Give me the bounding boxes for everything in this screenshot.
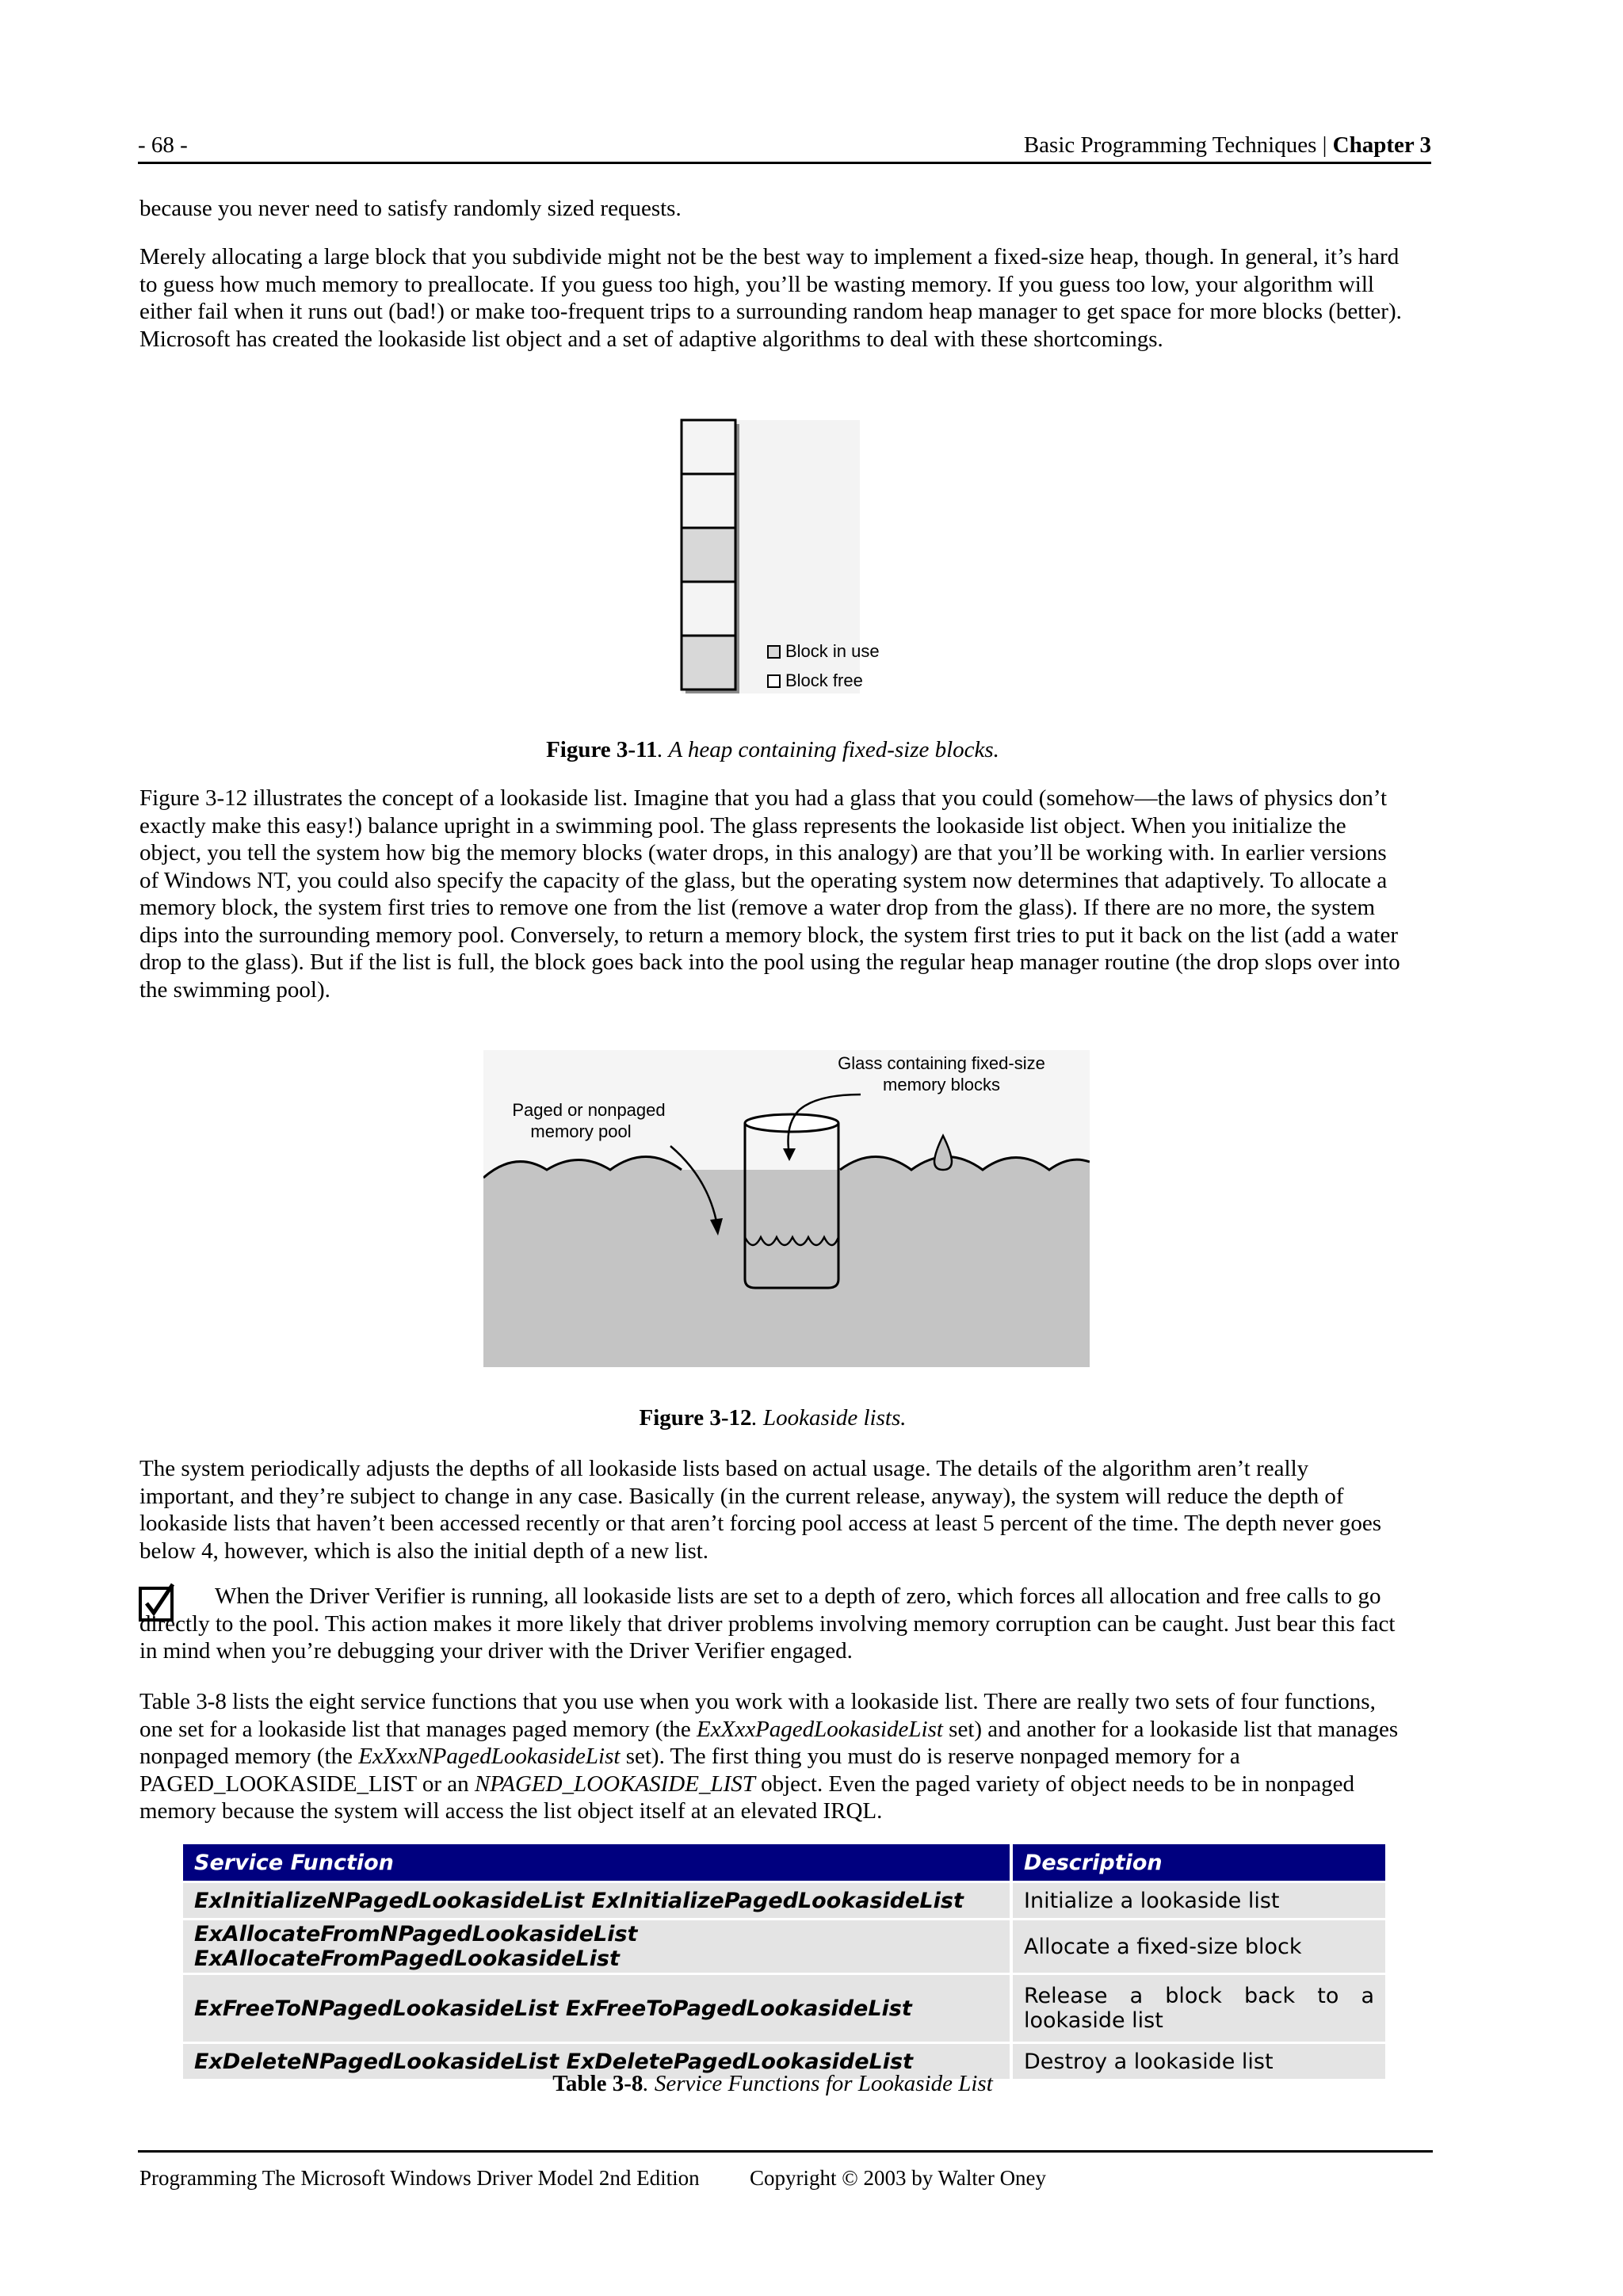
table-row	[183, 1974, 1385, 2043]
table-3-8-text: . Service Functions for Lookaside List	[643, 2071, 993, 2096]
paragraph-4: The system periodically adjusts the depths of all lookaside lists based on actual usage. The details of the algorithm aren’t really important, and they’re subject to change in any case. Basically (in the current release, anyway), the system will reduce the depth of lookaside lists that haven’t been accessed recently or that aren’t forcing pool access at least 5 percent of the time. The depth never goes below 4, however, which is also the initial depth of a new list.	[139, 1456, 1382, 1564]
paragraph-1: because you never need to satisfy randomly sized requests.	[139, 196, 682, 221]
paragraph-3: Figure 3-12 illustrates the concept of a lookaside list. Imagine that you had a glass that you could (somehow—the laws of physics don’t exactly make this easy!) balance upright in a swimming pool. The glass represents the lookaside list object. When you initialize the object, you tell the system how big the memory blocks (water drops, in this analogy) are that you’ll be working with. In earlier versions of Windows NT, you could also specify the capacity of the glass, but the operating system now determines that adaptively. To allocate a memory block, the system first tries to remove one from the list (remove a water drop from the glass). If there are no more, the system dips into the surrounding memory pool. Conversely, to return a memory block, the system first tries to put it back on the list (add a water drop to the glass). But if the list is full, the block goes back into the pool using the regular heap manager routine (the drop slops over into the swimming pool).	[139, 785, 1400, 1003]
legend-in-use-label: Block in use	[785, 641, 880, 661]
glass-label-line2: memory blocks	[883, 1075, 1000, 1095]
header-service-function: Service Function	[183, 1844, 1011, 1882]
function-cell: ExAllocateFromNPagedLookasideList ExAllocateFromPagedLookasideList	[183, 1920, 1011, 1974]
description-cell: Destroy a lookaside list	[1011, 2043, 1385, 2080]
p5-nonpaged-set: ExXxxNPagedLookasideList	[358, 1744, 621, 1769]
paragraph-2: Merely allocating a large block that you subdivide might not be the best way to implement a fixed-size heap, though. In general, it’s hard to guess how much memory to preallocate. If you guess too high, you’ll be wasting memory. If you guess too low, your algorithm will either fail when it runs out (bad!) or make too-frequent trips to a surrounding random heap manager to get space for more blocks (better). Microsoft has created the lookaside list object and a set of adaptive algorithms to deal with these shortcomings.	[139, 244, 1402, 352]
figure-3-12-text: . Lookaside lists.	[751, 1405, 907, 1431]
footer-rule	[138, 2150, 1433, 2153]
table-3-8-label: Table 3-8	[552, 2071, 643, 2096]
chapter-title: Chapter 3	[1332, 132, 1431, 158]
figure-3-12-caption	[0, 1405, 1545, 1431]
p5-text-e: set). The first thing you must do is reserve nonpaged memory for a PAGED_LOOKASIDE_LIST or an	[139, 1744, 1240, 1797]
running-title	[1024, 132, 1431, 159]
description-cell: Initialize a lookaside list	[1011, 1882, 1385, 1920]
page-header	[138, 130, 1431, 164]
figure-3-11-text: . A heap containing fixed-size blocks.	[657, 737, 999, 762]
table-row	[183, 1882, 1385, 1920]
figure-3-12-label: Figure 3-12	[639, 1405, 752, 1431]
legend-free-label: Block free	[785, 670, 863, 690]
p5-npaged-struct: NPAGED_LOOKASIDE_LIST	[474, 1771, 755, 1797]
description-cell: Allocate a fixed-size block	[1011, 1920, 1385, 1974]
pool-label-line2: memory pool	[530, 1121, 632, 1141]
heap-block-free	[682, 582, 735, 636]
p5-text-a: Table 3-8 lists the eight service functions that you use when you work with a lookaside list. There are really two sets of four functions, one set for a lookaside list that manages paged memory (the	[139, 1689, 1376, 1742]
p5-text-g: object. Even the paged variety of object needs to be in nonpaged memory because the system will access the list object itself at an elevated IRQL.	[139, 1771, 1355, 1824]
pool-label-line1: Paged or nonpaged	[512, 1100, 666, 1120]
figure-lookaside-glass	[483, 1050, 1090, 1367]
p5-paged-set: ExXxxPagedLookasideList	[697, 1716, 943, 1742]
function-cell: ExInitializeNPagedLookasideList ExInitializePagedLookasideList	[183, 1882, 1011, 1920]
heap-block-free	[682, 420, 735, 474]
page-number: - 68 -	[138, 132, 188, 158]
footer-book-title: Programming The Microsoft Windows Driver Model 2nd Edition	[139, 2166, 700, 2190]
heap-block-in-use	[682, 636, 735, 690]
table-row	[183, 1920, 1385, 1974]
description-cell: Release a block back to a lookaside list	[1011, 1974, 1385, 2043]
figure-3-11-caption	[0, 737, 1545, 763]
pool-water-left	[483, 1157, 682, 1368]
pool-water-right	[840, 1157, 1090, 1368]
glass-water	[745, 1237, 838, 1288]
verifier-note: When the Driver Verifier is running, all lookaside lists are set to a depth of zero, which forces all allocation and free calls to go directly to the pool. This action makes it more likely that driver problems involving memory corruption can be caught. Just bear this fact in mind when you’re debugging your driver with the Driver Verifier engaged.	[139, 1584, 1396, 1664]
glass-label-line1: Glass containing fixed-size	[838, 1053, 1045, 1073]
figure-3-11-label: Figure 3-11	[546, 737, 658, 762]
heap-block-stack	[682, 420, 739, 693]
heap-block-free	[682, 474, 735, 528]
footer-copyright: Copyright © 2003 by Walter Oney	[750, 2166, 1047, 2190]
figure-heap-blocks	[674, 416, 896, 701]
service-functions-table	[183, 1844, 1385, 2079]
function-cell: ExFreeToNPagedLookasideList ExFreeToPagedLookasideList	[183, 1974, 1011, 2043]
table-3-8-caption	[0, 2071, 1545, 2097]
section-title: Basic Programming Techniques |	[1023, 132, 1333, 158]
paragraph-5	[139, 1688, 1407, 1825]
p5-text-c: set) and another for a lookaside list that manages nonpaged memory (the	[139, 1716, 1399, 1769]
legend-in-use-swatch	[768, 646, 780, 658]
function-cell: ExDeleteNPagedLookasideList ExDeletePagedLookasideList	[183, 2043, 1011, 2080]
table-header-row	[183, 1844, 1385, 1882]
header-description: Description	[1011, 1844, 1385, 1882]
legend-free-swatch	[768, 675, 780, 687]
heap-block-in-use	[682, 528, 735, 582]
